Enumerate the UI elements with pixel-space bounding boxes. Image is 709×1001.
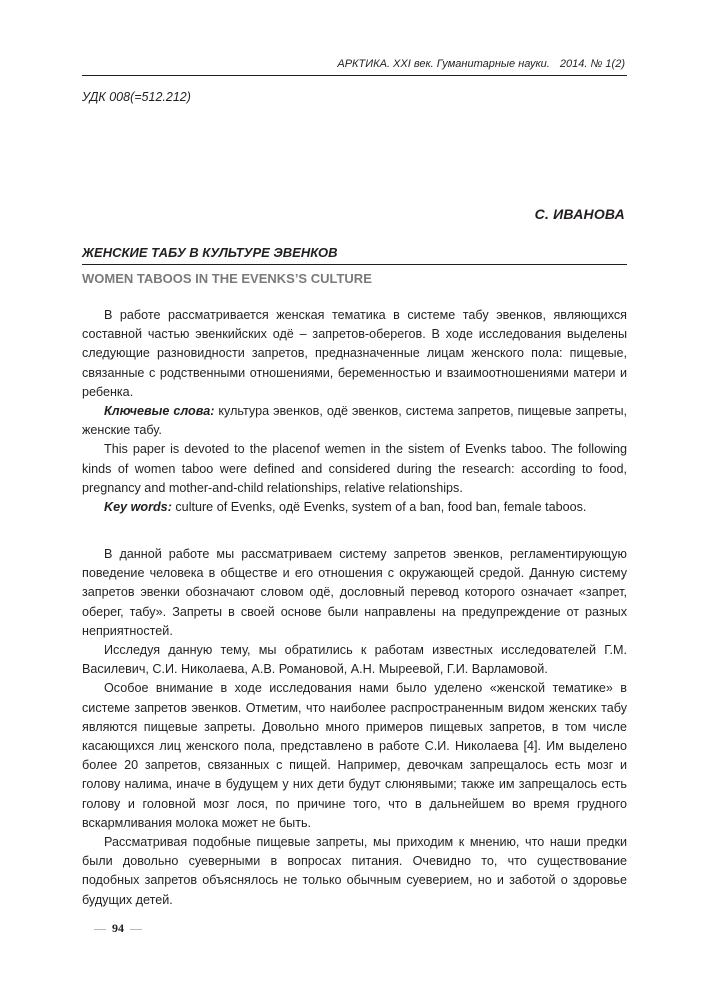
title-rule xyxy=(82,264,627,265)
running-head xyxy=(82,57,625,71)
footer-dash-left: — xyxy=(94,921,106,935)
page-footer xyxy=(88,921,148,936)
abstract-english: This paper is devoted to the placenof wemen in the sistem of Evenks taboo. The following kinds of women taboo were defined and considered during the research: according to food, pregnancy and mother-and-child relationships, relative relationships. xyxy=(82,442,627,495)
keywords-english-label: Key words: xyxy=(104,500,172,515)
keywords-english-text: culture of Evenks, одё Evenks, system of a ban, food ban, female taboos. xyxy=(171,500,587,515)
body-paragraph: Рассматривая подобные пищевые запреты, мы приходим к мнению, что наши предки были довольно суеверными в вопросах питания. Очевидно то, что существование подобных запретов объяснялось не только обычным суеверием, но и заботой о здоровье будущих детей. xyxy=(82,835,627,907)
title-english: WOMEN TABOOS IN THE EVENKS’S CULTURE xyxy=(82,271,372,286)
header-rule xyxy=(82,75,627,76)
title-russian: ЖЕНСКИЕ ТАБУ В КУЛЬТУРЕ ЭВЕНКОВ xyxy=(82,245,338,260)
keywords-russian xyxy=(82,402,627,440)
keywords-english xyxy=(82,498,627,517)
abstract-russian: В работе рассматривается женская тематика в системе табу эвенков, являющихся составной частью эвенкийских одё – запретов-оберегов. В ходе исследования выделены следующие разновидности запретов, предназначенные лицам женского пола: пищевые, связанные с родственными отношениями, беременностью и взаимоотношениями матери и ребенка. xyxy=(82,308,627,399)
body-paragraph: Исследуя данную тему, мы обратились к работам известных исследователей Г.М. Василевич, С.И. Николаева, А.В. Романовой, А.Н. Мыреевой, Г.И. Варламовой. xyxy=(82,643,627,677)
keywords-russian-text: культура эвенков, одё эвенков, система запретов, пищевые запреты, женские табу. xyxy=(82,404,628,438)
footer-dash-right: — xyxy=(130,921,142,935)
author-name: С. ИВАНОВА xyxy=(534,206,625,222)
udk-code: УДК 008(=512.212) xyxy=(82,90,191,104)
page-number: 94 xyxy=(112,921,124,935)
keywords-russian-label: Ключевые слова: xyxy=(104,404,215,419)
body-paragraph: Особое внимание в ходе исследования нами было уделено «женской тематике» в системе запретов эвенков. Отметим, что наиболее распространенным видом женских табу являются пищевые запреты. Довольно много примеров пищевых запретов, в том числе касающихся лиц женского пола, представлено в работе С.И. Николаева [4]. Им выделено более 20 запретов, связанных с пищей. Например, девочкам запрещалось есть мозг и голову налима, иначе в будущем у них дети будут слюнявыми; также им запрещалось есть голову и головной мозг лося, по причине того, что в дальнейшем во время грудного вскармливания молока может не быть. xyxy=(82,681,627,830)
journal-issue: 2014. № 1(2) xyxy=(559,58,625,70)
abstract xyxy=(82,306,627,517)
article-body xyxy=(82,545,627,910)
journal-name: АРКТИКА. XXI век. Гуманитарные науки. xyxy=(337,58,550,70)
body-paragraph: В данной работе мы рассматриваем систему запретов эвенков, регламентирующую поведение человека в обществе и его отношения с окружающей средой. Данную систему запретов эвенки обозначают словом одё, дословный перевод которого означает «запрет, оберег, табу». Запреты в своей основе были направлены на предупреждение от разных неприятностей. xyxy=(82,547,627,638)
